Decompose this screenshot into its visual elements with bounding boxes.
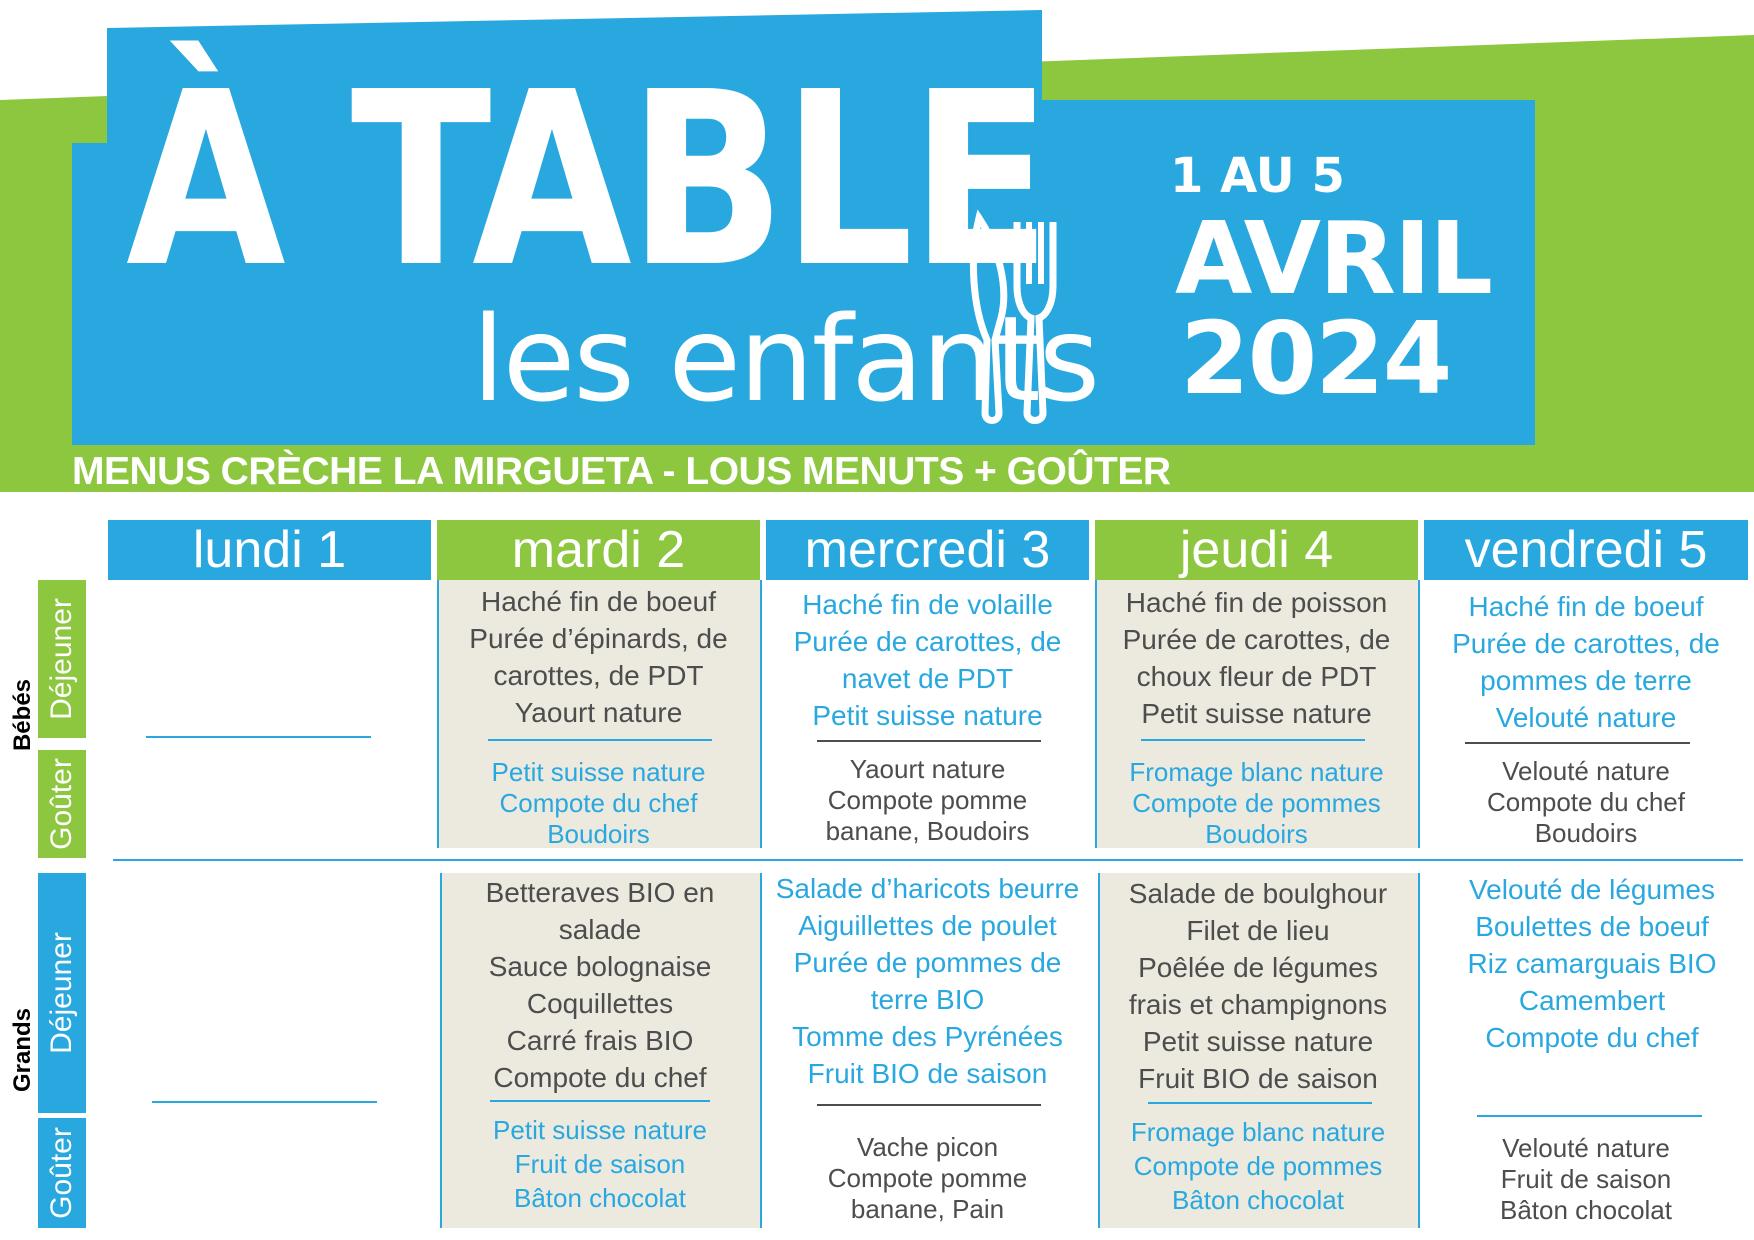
lundi-bebes-empty-line [146,736,371,738]
day-header-jeudi: jeudi 4 [1095,520,1418,580]
menu-item: Filet de lieu [1186,915,1330,946]
meal-separator [1141,739,1365,741]
menu-item: Boudoirs [1534,818,1638,848]
meal-separator [490,1100,710,1102]
meal-separator [1465,742,1690,744]
menu-item: Purée de carottes, de [1452,628,1720,659]
menu-item: Fruit BIO de saison [807,1058,1048,1089]
tab-bebes-dejeuner: Déjeuner [38,580,86,738]
menu-item: Compote de pommes [1133,1151,1383,1181]
bebes-jeudi-gouter [1095,757,1418,850]
col-divider [760,580,762,848]
menu-item: Boulettes de boeuf [1475,911,1709,942]
menu-item: salade [558,914,642,945]
menu-item: Riz camarguais BIO [1467,948,1717,979]
menu-item: Bâton chocolat [1499,1195,1672,1225]
grands-mardi-gouter [440,1113,760,1215]
menu-item: Carré frais BIO [506,1025,694,1056]
group-label-grands: Grands [9,1007,36,1093]
grands-mercredi-dejeuner [766,870,1089,1092]
bebes-jeudi-dejeuner [1095,584,1418,732]
col-divider [760,873,762,1228]
knife-fork-icon [965,208,1060,433]
date-range: 1 AU 5 [1170,148,1345,204]
bebes-vendredi-gouter [1424,756,1748,849]
meal-separator [817,1104,1041,1106]
day-header-vendredi: vendredi 5 [1424,520,1748,580]
subtitle: MENUS CRÈCHE LA MIRGUETA - LOUS MENUTS + GOÛTER [72,450,1171,493]
meal-separator [1148,1102,1372,1104]
menu-item: Fromage blanc nature [1129,757,1384,787]
menu-item: Sauce bolognaise [488,951,712,982]
grands-vendredi-dejeuner [1430,871,1754,1056]
menu-item: banane, Boudoirs [825,816,1030,846]
menu-item: Bâton chocolat [513,1183,686,1213]
menu-item: Velouté nature [1502,756,1670,786]
bebes-mardi-dejeuner [437,583,760,731]
bebes-mercredi-dejeuner [766,586,1089,734]
menu-item: Petit suisse nature [1142,1026,1374,1057]
menu-item: frais et champignons [1128,989,1388,1020]
menu-item: Bâton chocolat [1171,1185,1344,1215]
menu-item: Fruit de saison [1500,1164,1672,1194]
menu-item: Velouté nature [1502,1133,1670,1163]
menu-item: Tomme des Pyrénées [792,1021,1063,1052]
day-header-mardi: mardi 2 [437,520,760,580]
tab-bebes-gouter: Goûter [38,750,86,858]
date-year: 2024 [1180,300,1451,417]
menu-item: Camembert [1518,985,1666,1016]
menu-item: Purée d’épinards, de [469,623,728,654]
menu-item: Purée de carottes, de [1122,624,1391,655]
menu-item: Compote du chef [499,788,698,818]
grands-jeudi-gouter [1098,1115,1418,1217]
menu-item: banane, Pain [850,1194,1005,1224]
title-a-table: À TABLE [126,40,1048,320]
menu-item: Petit suisse nature [812,700,1043,731]
menu-item: Velouté nature [1495,702,1677,733]
menu-item: Coquillettes [526,988,674,1019]
menu-item: Poêlée de légumes [1138,952,1378,983]
menu-item: Salade de boulghour [1128,878,1388,909]
menu-item: pommes de terre [1480,665,1692,696]
lundi-grands-empty-line [152,1101,377,1103]
menu-item: Yaourt nature [849,754,1006,784]
group-separator [113,859,1743,861]
date-month: AVRIL [1175,200,1491,317]
menu-item: choux fleur de PDT [1136,661,1377,692]
menu-item: Haché fin de poisson [1125,587,1388,618]
bebes-mercredi-gouter [766,754,1089,847]
day-header-mercredi: mercredi 3 [766,520,1089,580]
menu-item: Haché fin de boeuf [1468,591,1704,622]
day-header-lundi: lundi 1 [108,520,431,580]
col-divider [1418,580,1420,848]
menu-item: Purée de carottes, de [793,626,1062,657]
menu-item: Salade d’haricots beurre [775,873,1080,904]
menu-item: terre BIO [870,984,985,1015]
menu-item: Compote du chef [1486,787,1685,817]
menu-item: Fruit BIO de saison [1138,1063,1378,1094]
menu-item: Compote du chef [493,1062,707,1093]
meal-separator [1477,1115,1702,1117]
meal-separator [488,739,712,741]
menu-item: Boudoirs [547,819,650,849]
menu-item: Petit suisse nature [491,757,706,787]
grands-jeudi-dejeuner [1098,875,1418,1097]
menu-item: Vache picon [856,1132,999,1162]
menu-item: Purée de pommes de [793,947,1062,978]
group-label-bebes: Bébés [9,678,37,752]
menu-item: Yaourt nature [514,697,683,728]
meal-separator [817,740,1041,742]
menu-item: Compote de pommes [1132,788,1381,818]
tab-grands-dejeuner: Déjeuner [38,873,86,1113]
menu-item: Haché fin de volaille [802,589,1053,620]
title-les-enfants: les enfants [472,290,1099,428]
menu-item: Velouté de légumes [1469,874,1715,905]
grands-mercredi-gouter [766,1132,1089,1225]
menu-item: navet de PDT [841,663,1014,694]
menu-item: carottes, de PDT [493,660,704,691]
menu-item: Compote du chef [1485,1022,1699,1053]
bebes-vendredi-dejeuner [1424,588,1748,736]
menu-item: Fromage blanc nature [1130,1117,1386,1147]
menu-item: Compote pomme [827,785,1028,815]
menu-item: Petit suisse nature [493,1115,707,1145]
grands-mardi-dejeuner [440,874,760,1096]
menu-item: Haché fin de boeuf [480,586,717,617]
menu-item: Fruit de saison [514,1149,686,1179]
menu-item: Compote pomme [827,1163,1028,1193]
menu-item: Petit suisse nature [1141,698,1372,729]
menu-item: Betteraves BIO en [485,877,715,908]
col-divider [1418,873,1420,1228]
menu-item: Aiguillettes de poulet [798,910,1057,941]
tab-grands-gouter: Goûter [38,1118,86,1228]
bebes-mardi-gouter [437,757,760,850]
menu-item: Boudoirs [1205,819,1308,849]
grands-vendredi-gouter [1424,1133,1748,1226]
